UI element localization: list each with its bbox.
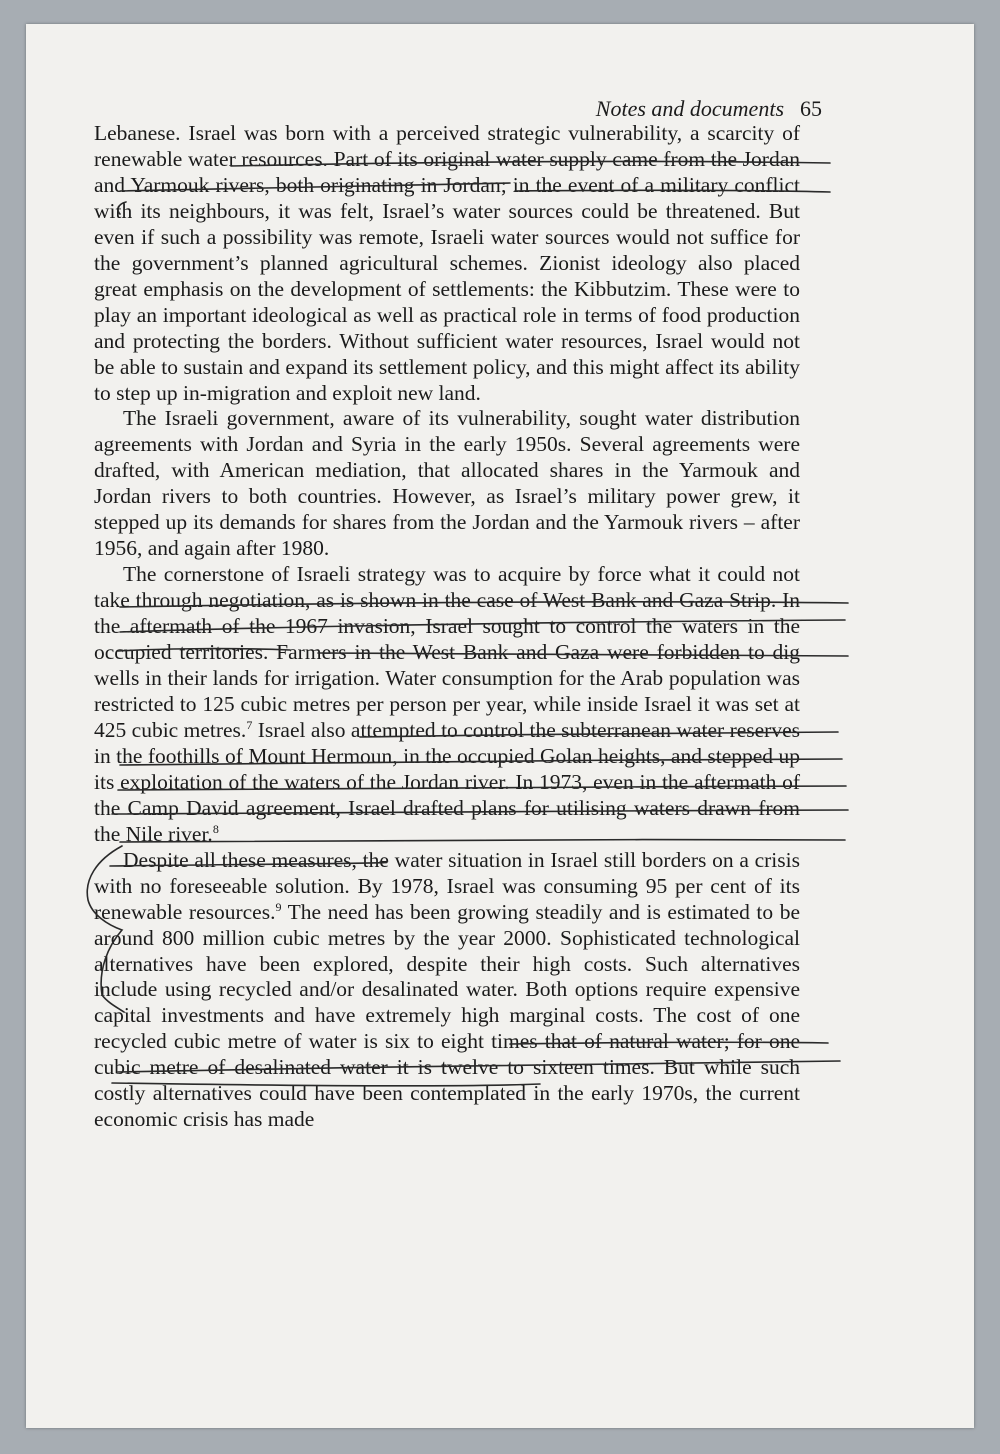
paragraph [94,562,800,847]
page-number: 65 [800,96,822,121]
paragraph [94,406,800,562]
running-title: Notes and documents [595,96,784,121]
paragraph-text: Lebanese. Israel was born with a perceived strategic vulnerability, a scarcity of renewable water resources. Part of its original water supply came from the Jordan and Yarmouk rivers, both originating in Jordan; in the event of a military conflict with its neighbours, it was felt, Israel’s water sources could be threatened. But even if such a possibility was remote, Israeli water sources would not suffice for the government’s planned agricultural schemes. Zionist ideology also placed great emphasis on the development of settlements: the Kibbutzim. These were to play an important ideological as well as practical role in terms of food production and protecting the borders. Without sufficient water resources, Israel would not be able to sustain and expand its settlement policy, and this might affect its ability to step up in-migration and exploit new land. [94,121,800,405]
paragraph-text: The need has been growing steadily and is estimated to be around 800 million cubic metres by the year 2000. Sophisticated technological alternatives have been explored, despite their high costs. Such alternatives include using recycled and/or desalinated water. Both options require expensive capital investments and have extremely high marginal costs. The cost of one recycled cubic metre of water is six to eight times that of natural water; for one cubic metre of desalinated water it is twelve to sixteen times. But while such costly alternatives could have been contemplated in the early 1970s, the current economic crisis has made [94,899,800,1132]
footnote-marker: 9 [275,899,282,914]
paragraph [94,121,800,406]
paragraph-text: The cornerstone of Israeli strategy was to acquire by force what it could not take through negotiation, as is shown in the case of West Bank and Gaza Strip. In the aftermath of the 1967 invasion, Israel sought to control the waters in the occupied territories. Farmers in the West Bank and Gaza were forbidden to dig wells in their lands for irrigation. Water consumption for the Arab population was restricted to 125 cubic metres per person per year, while inside Israel it was set at 425 cubic metres. [94,562,800,742]
footnote-marker: 8 [212,821,219,836]
paragraph-text: The Israeli government, aware of its vulnerability, sought water distribution agreements with Jordan and Syria in the early 1950s. Several agreements were drafted, with American mediation, that allocated shares in the Yarmouk and Jordan rivers to both countries. However, as Israel’s military power grew, it stepped up its demands for shares from the Jordan and the Yarmouk rivers – after 1956, and again after 1980. [94,406,800,561]
paragraph-text: Israel also attempted to control the subterranean water reserves in the foothills of Mount Hermoun, in the occupied Golan heights, and stepped up its exploitation of the waters of the Jordan river. In 1973, even in the aftermath of the Camp David agreement, Israel drafted plans for utilising waters drawn from the Nile river. [94,717,801,846]
paragraph [94,848,800,1133]
running-header [596,96,822,122]
body-text [94,121,800,1133]
paragraph-text: Despite all these measures, the water situation in Israel still borders on a crisis with no foreseeable solution. By 1978, Israel was consuming 95 per cent of its renewable resources. [94,847,800,924]
footnote-marker: 7 [246,717,253,732]
